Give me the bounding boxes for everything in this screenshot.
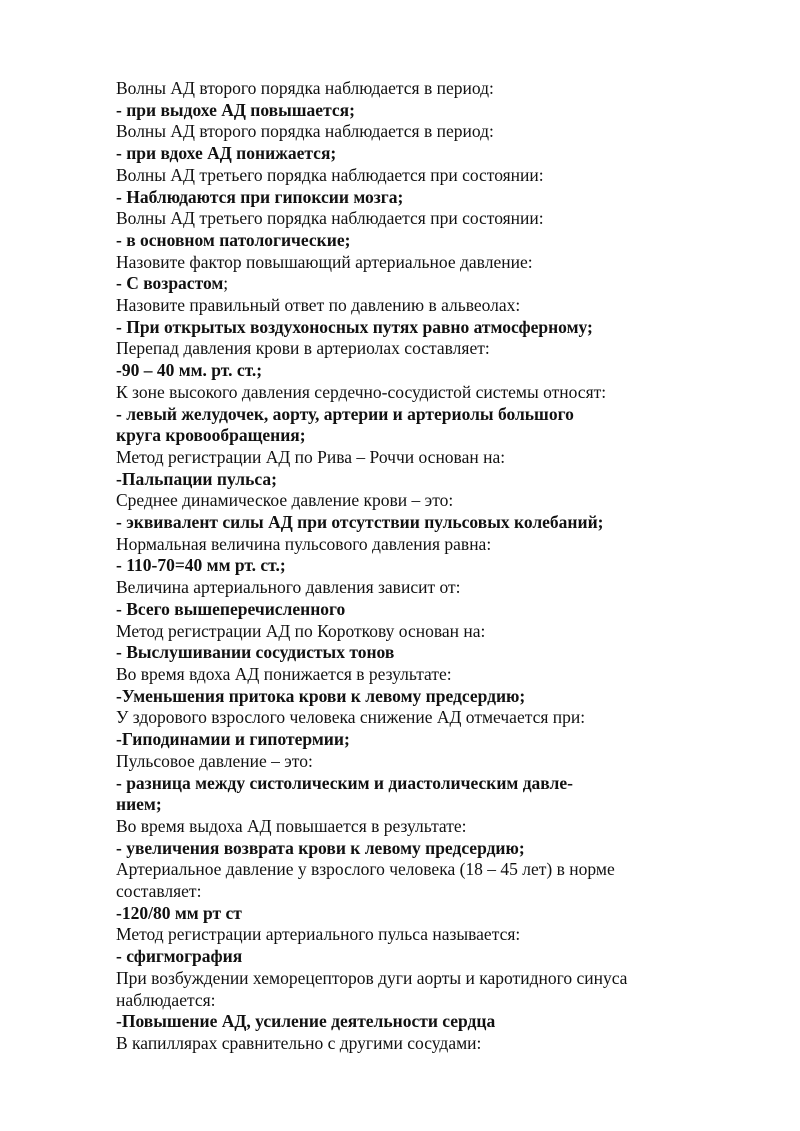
answer-line	[116, 143, 676, 165]
line-text: Пульсовое давление – это:	[116, 750, 313, 771]
line-text: Метод регистрации АД по Короткову основан на:	[116, 620, 486, 641]
question-line	[116, 577, 676, 599]
question-line	[116, 621, 676, 643]
line-text: - Всего вышеперечисленного	[116, 598, 346, 619]
line-text: Нормальная величина пульсового давления равна:	[116, 533, 492, 554]
question-line	[116, 924, 676, 946]
answer-line	[116, 642, 676, 664]
line-text: Метод регистрации АД по Рива – Роччи основан на:	[116, 446, 506, 467]
line-text: -120/80 мм рт ст	[116, 902, 242, 923]
line-text: К зоне высокого давления сердечно-сосудистой системы относят:	[116, 381, 607, 402]
text-body	[116, 78, 676, 1055]
question-line	[116, 208, 676, 230]
answer-line	[116, 317, 676, 339]
line-text: - в основном патологические;	[116, 229, 351, 250]
answer-line	[116, 946, 676, 968]
question-line	[116, 707, 676, 729]
line-text: Волны АД третьего порядка наблюдается при состоянии:	[116, 164, 544, 185]
line-text: - эквивалент силы АД при отсутствии пульсовых колебаний;	[116, 512, 604, 533]
answer-line	[116, 599, 676, 621]
answer-line	[116, 230, 676, 252]
line-text: -Гиподинамии и гипотермии;	[116, 729, 350, 750]
question-line	[116, 816, 676, 838]
question-line	[116, 751, 676, 773]
question-line	[116, 664, 676, 686]
line-text: -90 – 40 мм. рт. ст.;	[116, 360, 263, 381]
question-line	[116, 490, 676, 512]
line-text: Волны АД третьего порядка наблюдается при состоянии:	[116, 208, 544, 229]
line-text: - при вдохе АД понижается;	[116, 143, 337, 164]
line-text: Волны АД второго порядка наблюдается в период:	[116, 78, 494, 98]
line-text: - С возрастом	[116, 273, 224, 294]
line-text: Во время выдоха АД повышается в результате:	[116, 815, 467, 836]
line-text: Во время вдоха АД понижается в результате:	[116, 663, 452, 684]
question-line	[116, 121, 676, 143]
line-text: Метод регистрации артериального пульса называется:	[116, 924, 521, 945]
answer-line	[116, 773, 676, 795]
answer-line	[116, 686, 676, 708]
question-line	[116, 338, 676, 360]
line-text: При возбуждении хеморецепторов дуги аорты и каротидного синуса	[116, 967, 628, 988]
question-line	[116, 382, 676, 404]
question-line	[116, 295, 676, 317]
line-text: составляет:	[116, 881, 202, 902]
line-text: У здорового взрослого человека снижение АД отмечается при:	[116, 707, 586, 728]
line-text: - увеличения возврата крови к левому предсердию;	[116, 837, 525, 858]
answer-line	[116, 1011, 676, 1033]
line-text: - Выслушивании сосудистых тонов	[116, 642, 395, 663]
line-text: В капиллярах сравнительно с другими сосудами:	[116, 1032, 482, 1053]
line-text: Величина артериального давления зависит от:	[116, 577, 461, 598]
line-text: Назовите правильный ответ по давлению в альвеолах:	[116, 295, 521, 316]
answer-line	[116, 555, 676, 577]
answer-line	[116, 404, 676, 426]
question-line	[116, 990, 676, 1012]
question-line	[116, 534, 676, 556]
answer-line	[116, 729, 676, 751]
line-text: - разница между систолическим и диастолическим давле-	[116, 772, 573, 793]
line-text: -Уменьшения притока крови к левому предсердию;	[116, 685, 526, 706]
answer-line	[116, 794, 676, 816]
line-text: -Повышение АД, усиление деятельности сердца	[116, 1011, 496, 1032]
document-page	[116, 78, 676, 1055]
line-text: круга кровообращения;	[116, 425, 306, 446]
answer-line	[116, 273, 676, 295]
line-text: нием;	[116, 794, 162, 815]
line-text: - левый желудочек, аорту, артерии и артериолы большого	[116, 403, 574, 424]
line-text: Волны АД второго порядка наблюдается в период:	[116, 121, 494, 142]
line-text: Артериальное давление у взрослого человека (18 – 45 лет) в норме	[116, 859, 615, 880]
line-text: - Наблюдаются при гипоксии мозга;	[116, 186, 404, 207]
question-line	[116, 968, 676, 990]
question-line	[116, 1033, 676, 1055]
question-line	[116, 859, 676, 881]
answer-line	[116, 903, 676, 925]
line-text: - При открытых воздухоносных путях равно атмосферному;	[116, 316, 593, 337]
answer-line	[116, 187, 676, 209]
question-line	[116, 447, 676, 469]
question-line	[116, 252, 676, 274]
line-text: - 110-70=40 мм рт. ст.;	[116, 555, 286, 576]
answer-line	[116, 100, 676, 122]
line-text: - при выдохе АД повышается;	[116, 99, 355, 120]
line-suffix: ;	[223, 273, 229, 294]
answer-line	[116, 425, 676, 447]
line-text: -Пальпации пульса;	[116, 468, 277, 489]
answer-line	[116, 360, 676, 382]
line-text: наблюдается:	[116, 989, 216, 1010]
answer-line	[116, 838, 676, 860]
question-line	[116, 881, 676, 903]
line-text: Перепад давления крови в артериолах составляет:	[116, 338, 490, 359]
answer-line	[116, 512, 676, 534]
line-text: Назовите фактор повышающий артериальное давление:	[116, 251, 533, 272]
line-text: - сфигмография	[116, 946, 243, 967]
question-line	[116, 78, 676, 100]
question-line	[116, 165, 676, 187]
line-text: Среднее динамическое давление крови – это:	[116, 490, 454, 511]
answer-line	[116, 469, 676, 491]
